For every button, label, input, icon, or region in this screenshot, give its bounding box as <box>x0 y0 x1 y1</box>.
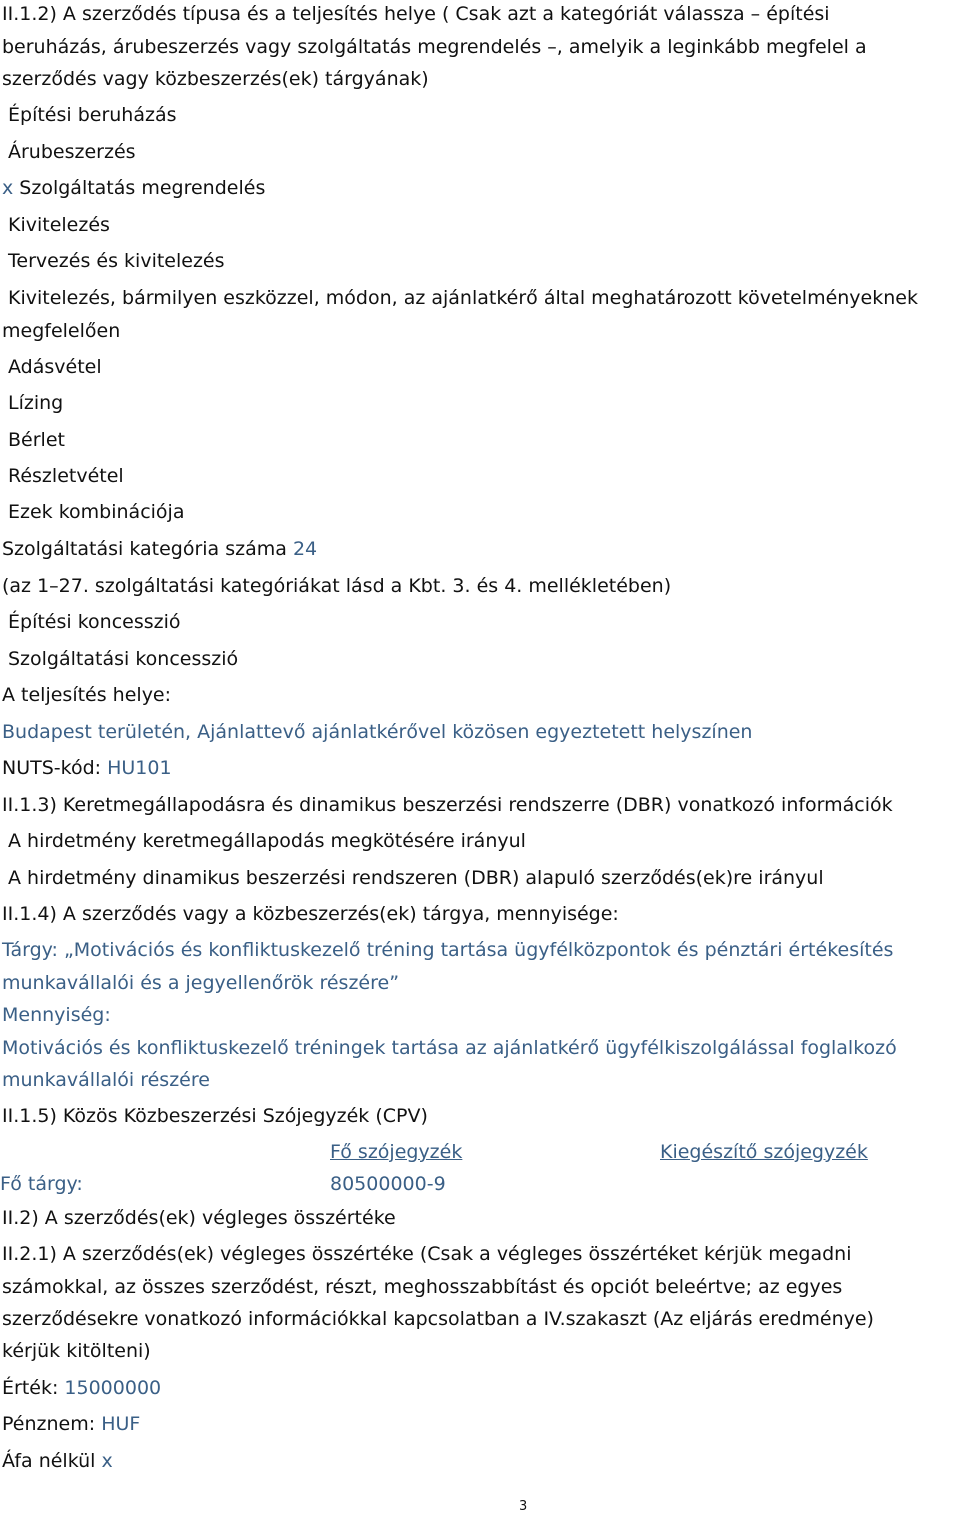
service-category-row <box>2 537 317 561</box>
option-reszletvetel: Részletvétel <box>8 465 124 487</box>
currency-value: HUF <box>101 1413 141 1435</box>
option-dbr: A hirdetmény dinamikus beszerzési rendszeren (DBR) alapuló szerződés(ek)re irányul <box>8 867 824 889</box>
value-instructions-line2: számokkal, az összes szerződést, részt, meghosszabbítást és opciót beleértve; az egyes <box>2 1276 843 1298</box>
cpv-col-extra-header: Kiegészítő szójegyzék <box>660 1141 868 1163</box>
option-tervezes-es-kivitelezes: Tervezés és kivitelezés <box>8 250 225 272</box>
nuts-row <box>2 756 172 780</box>
cpv-code: 80500000-9 <box>330 1173 446 1195</box>
section-heading-cpv: II.1.5) Közös Közbeszerzési Szójegyzék (CPV) <box>2 1105 428 1127</box>
option-lizing: Lízing <box>8 392 64 414</box>
nuts-label: NUTS-kód: <box>2 757 102 779</box>
quantity-text: Motivációs és konfliktuskezelő tréningek tartása az ajánlatkérő ügyfélkiszolgálással foglalkozó <box>2 1037 897 1059</box>
value-instructions-line3: szerződésekre vonatkozó információkkal kapcsolatban a IV.szakaszt (Az eljárás eredménye) <box>2 1308 874 1330</box>
vat-label: Áfa nélkül <box>2 1450 96 1472</box>
option-szolgaltatasi-koncesszio: Szolgáltatási koncesszió <box>8 648 239 670</box>
currency-row <box>2 1412 140 1436</box>
option-epitesi-koncesszio: Építési koncesszió <box>8 611 181 633</box>
currency-label: Pénznem: <box>2 1413 96 1435</box>
value-row <box>2 1376 161 1400</box>
option-kivitelezes-barmilyen: Kivitelezés, bármilyen eszközzel, módon, az ajánlatkérő által meghatározott követelményeknek <box>8 287 918 309</box>
value-instructions-line4: kérjük kitölteni) <box>2 1340 151 1362</box>
subject-text: Tárgy: „Motivációs és konfliktuskezelő tréning tartása ügyfélközpontok és pénztári értékesítés <box>2 939 894 961</box>
section-heading-framework: II.1.3) Keretmegállapodásra és dinamikus beszerzési rendszerre (DBR) vonatkozó információk <box>2 794 893 816</box>
value-label: Érték: <box>2 1377 59 1399</box>
selected-mark: x <box>2 177 14 199</box>
option-szolgaltatas: Szolgáltatás megrendelés <box>19 177 266 199</box>
option-szolgaltatas-row <box>2 176 265 200</box>
vat-row <box>2 1449 113 1473</box>
option-berlet: Bérlet <box>8 429 65 451</box>
subject-text-line2: munkavállalói és a jegyellenőrök részére” <box>2 972 400 994</box>
cpv-col-main-header: Fő szójegyzék <box>330 1141 463 1163</box>
option-arubeszerzes: Árubeszerzés <box>8 141 136 163</box>
section-heading-contract-type: II.1.2) A szerződés típusa és a teljesítés helye ( Csak azt a kategóriát válassza – építési <box>2 3 830 25</box>
section-heading-contract-type-line3: szerződés vagy közbeszerzés(ek) tárgyának) <box>2 68 429 90</box>
service-category-note: (az 1–27. szolgáltatási kategóriákat lásd a Kbt. 3. és 4. mellékletében) <box>2 575 672 597</box>
cpv-row-label: Fő tárgy: <box>0 1173 83 1195</box>
option-kombinacio: Ezek kombinációja <box>8 501 185 523</box>
service-category-value: 24 <box>292 538 318 560</box>
section-heading-contract-type-line2: beruházás, árubeszerzés vagy szolgáltatás megrendelés –, amelyik a leginkább megfelel a <box>2 36 867 58</box>
section-heading-value: II.2) A szerződés(ek) végleges összértéke <box>2 1207 396 1229</box>
vat-mark: x <box>101 1450 113 1472</box>
place-value: Budapest területén, Ajánlattevő ajánlatkérővel közösen egyeztetett helyszínen <box>2 721 753 743</box>
value-amount: 15000000 <box>64 1377 162 1399</box>
place-label: A teljesítés helye: <box>2 684 172 706</box>
quantity-text-line2: munkavállalói részére <box>2 1069 210 1091</box>
nuts-value: HU101 <box>107 757 172 779</box>
quantity-label: Mennyiség: <box>2 1004 111 1026</box>
section-heading-subject: II.1.4) A szerződés vagy a közbeszerzés(ek) tárgya, mennyisége: <box>2 903 619 925</box>
option-kivitelezes-barmilyen-line2: megfelelően <box>2 320 121 342</box>
value-instructions: II.2.1) A szerződés(ek) végleges összértéke (Csak a végleges összértéket kérjük megadni <box>2 1243 852 1265</box>
option-keretmegallapodas: A hirdetmény keretmegállapodás megkötésére irányul <box>8 830 526 852</box>
option-kivitelezes: Kivitelezés <box>8 214 110 236</box>
option-adasvetel: Adásvétel <box>8 356 102 378</box>
service-category-label: Szolgáltatási kategória száma <box>2 538 287 560</box>
option-epitesi-beruhazas: Építési beruházás <box>8 104 177 126</box>
page-number: 3 <box>519 1499 528 1514</box>
